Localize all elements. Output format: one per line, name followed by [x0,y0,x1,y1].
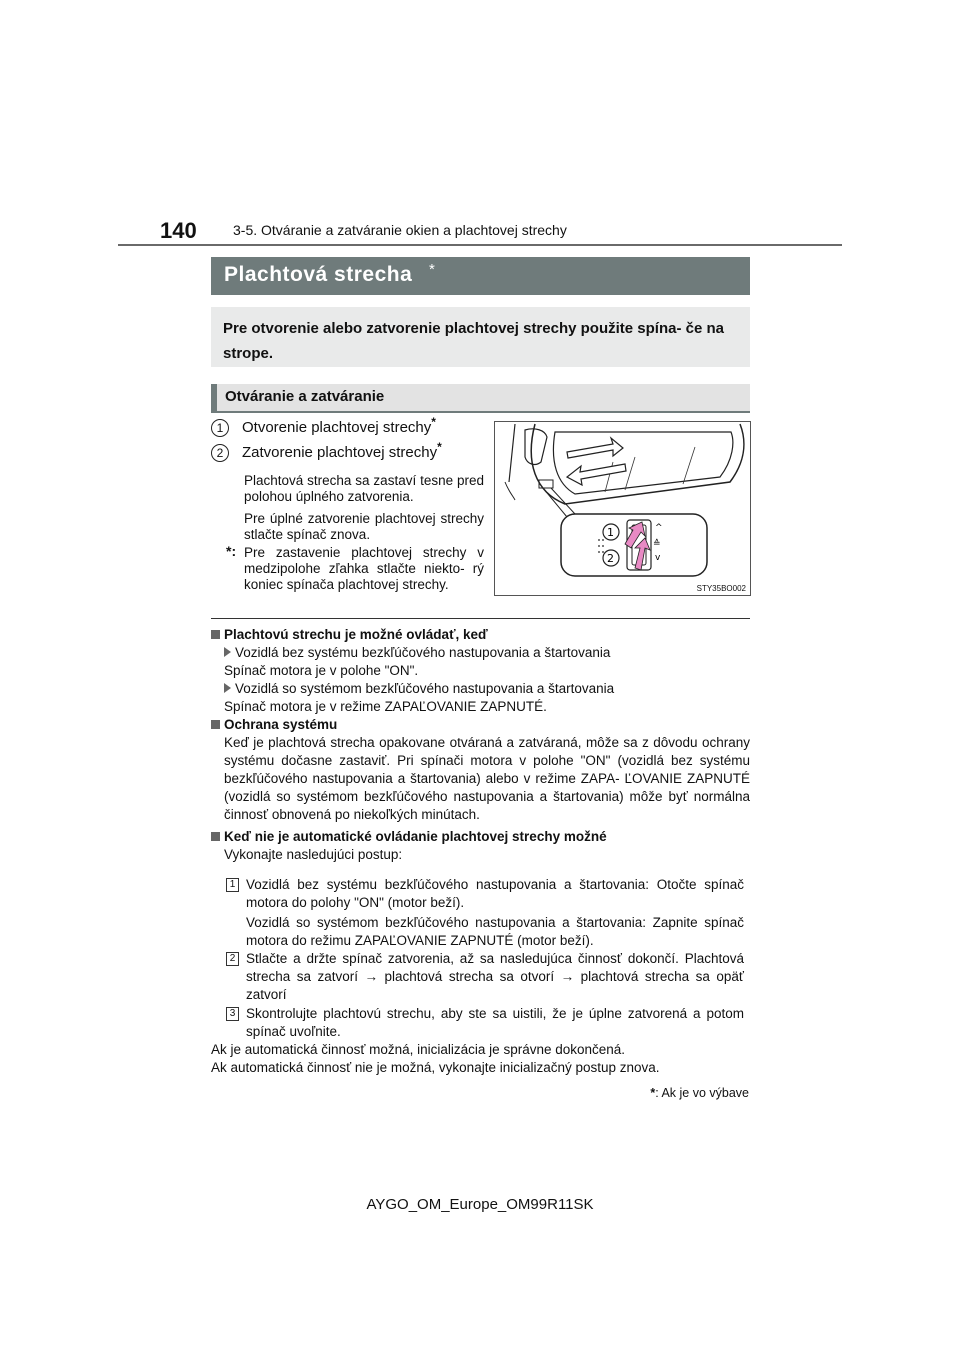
roof-switch-figure [494,421,751,596]
running-header: 3-5. Otváranie a zatváranie okien a plachtovej strechy [233,222,567,238]
item-2-text: Zatvorenie plachtovej strechy [242,444,438,461]
page-footer: AYGO_OM_Europe_OM99R11SK [366,1196,594,1213]
step-number-1: 1 [226,878,239,892]
page-number: 140 [160,218,197,243]
closing-line-1: Ak je automatická činnosť možná, inicializácia je správne dokončená. [211,1042,626,1057]
item-1-text: Otvorenie plachtovej strechy [242,419,432,436]
subheading-accent [211,384,217,413]
bullet-line: Vozidlá so systémom bezkľúčového nastupovania a štartovania [211,680,750,698]
roof-switch-illustration [495,422,750,595]
title-asterisk: * [429,261,435,278]
section-operation-conditions [211,626,750,864]
section-heading: Keď nie je automatické ovládanie plachtovej strechy možné [211,828,750,846]
section-title-bar [211,257,750,295]
section-heading: Ochrana systému [211,716,750,734]
svg-text:^: ^ [655,523,663,533]
callout-2: 2 [607,552,614,565]
step-number-3: 3 [226,1007,239,1021]
square-bullet-icon [211,720,220,729]
figure-code: STY35BO002 [696,584,746,593]
subheading-text: Otváranie a zatváranie [225,388,385,405]
square-bullet-icon [211,832,220,841]
triangle-bullet-icon [224,647,231,657]
step-1-text: Vozidlá bez systému bezkľúčového nastupovania a štartovania: Otočte spínač motora do polohy "ON" (motor beží). [246,877,744,910]
step-1-extra: Vozidlá so systémom bezkľúčového nastupovania a štartovania: Zapnite spínač motora do režimu ZAPAĽOVANIE ZAPNUTÉ (motor beží). [246,915,744,948]
item-label-open [242,415,436,436]
bullet-line: Vozidlá bez systému bezkľúčového nastupovania a štartovania [211,644,750,662]
item-number-1: 1 [211,419,229,437]
square-bullet-icon [211,630,220,639]
step-3-text: Skontrolujte plachtovú strechu, aby ste sa uistili, že je úplne zatvorená a potom spínač uvoľnite. [246,1006,744,1039]
asterisk-note-marker: *: [226,543,237,559]
page-title: Plachtová strecha [224,263,413,286]
item-2-mark: * [437,440,442,454]
item-label-close [242,440,442,461]
triangle-bullet-icon [224,683,231,693]
item-2-note-1: Plachtová strecha sa zastaví tesne pred polohou úplného zatvorenia. [244,473,484,504]
paragraph: Keď je plachtová strecha opakovane otváraná a zatváraná, môže sa z dôvodu ochrany systému dočasne zastaviť. Pri spínači motora v polohe "ON" (vozidlá bez systému bezkľúčového nastupovania a štartovania) alebo v režime ZAPA- ĽOVANIE ZAPNUTÉ (vozidlá so systémom bezkľúčového nastupovania a štartovania) môže byť normálna činnosť obnovená po niekoľkých minútach. [224,735,750,822]
asterisk-note-text: Pre zastavenie plachtovej strechy v medzipolohe zľahka stlačte niekto- rý koniec spínača plachtovej strechy. [244,545,484,592]
item-2-note-2: Pre úplné zatvorenie plachtovej strechy stlačte spínač znova. [244,511,484,542]
header-rule [118,244,842,246]
footnote: *: Ak je vo výbave [650,1086,749,1100]
text-line: Spínač motora je v polohe "ON". [224,663,419,678]
intro-text: Pre otvorenie alebo zatvorenie plachtovej strechy použite spína- če na strope. [223,320,724,362]
item-1-mark: * [431,415,436,429]
intro-box [211,307,750,367]
callout-1: 1 [607,526,614,539]
section-heading: Plachtovú strechu je možné ovládať, keď [211,626,750,644]
section-divider [211,618,750,619]
subheading-bar [211,384,750,413]
text-line: Spínač motora je v režime ZAPAĽOVANIE ZAPNUTÉ. [224,699,547,714]
svg-text:v: v [655,553,661,563]
svg-text:≙: ≙ [653,539,661,549]
step-2-text: Stlačte a držte spínač zatvorenia, až sa nasledujúca činnosť dokončí. Plachtová strecha sa zatvorí → plachtová strecha sa otvorí → plachtová strecha sa opäť zatvorí [246,951,744,1002]
step-number-2: 2 [226,952,239,966]
item-number-2: 2 [211,444,229,462]
text-line: Vykonajte nasledujúci postup: [224,847,403,862]
closing-line-2: Ak automatická činnosť nie je možná, vykonajte inicializačný postup znova. [211,1060,660,1075]
